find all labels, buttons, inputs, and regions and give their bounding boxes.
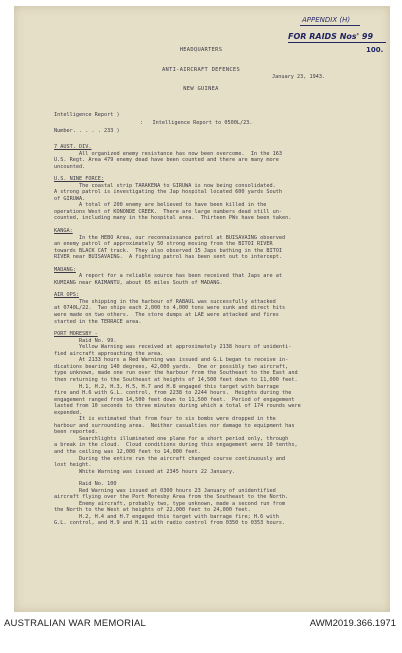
- report-line: and the ceiling was 12,000 feet to 14,000 feet.: [54, 448, 201, 455]
- report-line: Raid No. 100: [54, 481, 117, 488]
- report-line: H.1, H.2, H.3, H.5, H.7 and H.8 engaged this target with barrage: [54, 383, 279, 390]
- report-line: at 0740L/22. Two ships each 2,000 to 4,000 tons were sunk and direct hits: [54, 305, 286, 312]
- report-line: fire and H.6 with G.L. control, from 2238 to 2244 hours. Heights during the: [54, 390, 292, 397]
- report-line: During the entire run the aircraft changed course continuously and: [54, 455, 286, 462]
- report-line: RIVER near BUISAVAING. A fighting patrol has been sent out to intercept.: [54, 254, 282, 261]
- report-line: Searchlights illuminated one plane for a short period only, through: [54, 435, 289, 442]
- appendix-underline: [300, 25, 360, 26]
- report-line: towards BLACK CAT track. They also observed 15 Japs bathing in the BITOI: [54, 247, 282, 254]
- document-page: [14, 6, 390, 612]
- report-line: It is estimated that from four to six bombs were dropped in the: [54, 416, 276, 423]
- report-line: dications bearing 140 degrees, 42,000 yards. One or possibly two aircraft,: [54, 363, 289, 370]
- report-line: A strong patrol is investigating the Jap hospital located 600 yards South: [54, 189, 282, 196]
- report-line: a break in the cloud. Cloud conditions during this engagement were 10 tenths,: [54, 442, 298, 449]
- report-line: of GIRUWA.: [54, 195, 86, 202]
- raids-note: FOR RAIDS Nos' 99: [288, 32, 374, 41]
- page-number-note: 100.: [366, 46, 384, 54]
- report-body: [54, 144, 374, 527]
- report-line: The shipping in the harbour of RABAUL was successfully attacked: [54, 298, 276, 305]
- report-line: All organized enemy resistance has now been overcome. In the 163: [54, 150, 282, 157]
- report-line: Yellow Warning was received at approximately 2138 hours of unidenti-: [54, 344, 292, 351]
- report-line: engagement ranged from 14,500 feet down to 11,500 feet. Period of engagement: [54, 396, 295, 403]
- report-line: harbour and surrounding area. Neither casualties nor damage to equipment has: [54, 422, 295, 429]
- letterhead-line-3: NEW GUINEA: [183, 86, 219, 93]
- report-line: fied aircraft approaching the area.: [54, 350, 164, 357]
- report-line: G.L. control, and H.9 and H.11 with radio control from 0350 to 0353 hours.: [54, 520, 286, 527]
- report-line: Enemy aircraft, probably two, type unknown, made a second run from: [54, 500, 286, 507]
- section-heading: PORT MORESBY -: [54, 331, 98, 338]
- report-line: lost height.: [54, 462, 92, 469]
- letterhead-line-2: ANTI-AIRCRAFT DEFENCES: [162, 66, 240, 73]
- report-line: been reported.: [54, 429, 98, 436]
- report-line: were made on two others. The store dumps at LAE were attacked and fires: [54, 312, 279, 319]
- section-heading: 7 AUST. DIV.: [54, 144, 92, 150]
- section-heading: AIR OPS:: [54, 292, 79, 299]
- report-line: Raid No. 99.: [54, 337, 117, 344]
- intel-report-title: : Intelligence Report to 0500L/23.: [140, 120, 253, 126]
- report-line: type unknown, made one run over the harbour from the Southeast to the East and: [54, 370, 298, 377]
- intel-number-label: Number. . . . . 233 ): [54, 128, 120, 134]
- report-line: A report for a reliable source has been received that Japs are at: [54, 273, 282, 280]
- institution-credit: AUSTRALIAN WAR MEMORIAL: [4, 618, 147, 629]
- section-heading: U.S. NINE FORCE:: [54, 176, 104, 183]
- section-heading: MADANG:: [54, 266, 76, 273]
- letterhead: [162, 34, 240, 106]
- report-line: Red Warning was issued at 0300 hours 23 January of unidentified: [54, 487, 276, 494]
- report-line: the North to the West at heights of 22,000 feet to 24,000 feet.: [54, 507, 251, 514]
- report-line: White Warning was issued at 2345 hours 22 January.: [54, 468, 236, 475]
- report-line: The coastal strip TARAKENA to GIRUWA is now being consolidated.: [54, 182, 276, 189]
- accession-number: AWM2019.366.1971: [309, 618, 396, 629]
- intel-report-label: Intelligence Report ): [54, 112, 120, 118]
- report-line: lasted from 10 seconds to three minutes during which a total of 174 rounds were: [54, 403, 301, 410]
- report-line: counted, including many in the hospital area. Thirteen PWs have been taken.: [54, 215, 292, 222]
- section-heading: KANGA:: [54, 228, 73, 235]
- appendix-note: APPENDIX (H): [302, 16, 351, 24]
- raids-underline: [288, 42, 386, 43]
- report-line: H.2, H.4 and H.7 engaged this target with barrage fire; H.6 with: [54, 513, 279, 520]
- report-date: January 23, 1943.: [272, 74, 326, 80]
- report-line: A total of 200 enemy are believed to have been killed in the: [54, 202, 267, 209]
- report-line: then returning to the Southeast at heights of 14,500 feet down to 11,000 feet.: [54, 376, 298, 383]
- handwritten-annotation: [282, 14, 390, 58]
- report-line: aircraft flying over the Port Moresby Area from the Southeast to the North.: [54, 494, 289, 501]
- report-line: an enemy patrol of approximately 50 strong moving from the BITOI RIVER: [54, 241, 273, 248]
- letterhead-line-1: HEADQUARTERS: [179, 47, 223, 54]
- report-line: started in the TERRACE area.: [54, 318, 142, 325]
- report-line: KUMIANG near KAIMANTU, about 65 miles South of MADANG.: [54, 279, 223, 286]
- report-line: U.S. Regt. Area 479 enemy dead have been counted and there are many more: [54, 157, 279, 164]
- report-line: expended.: [54, 409, 83, 416]
- report-line: operations West of KONONDE CREEK. There are large numbers dead still un-: [54, 208, 282, 215]
- report-line: At 2133 hours a Red Warning was issued and G.L began to receive in-: [54, 357, 289, 364]
- report-line: In the HEBO Area, our reconnaissance patrol at BUISAVAING observed: [54, 234, 286, 241]
- report-line: uncounted.: [54, 163, 86, 170]
